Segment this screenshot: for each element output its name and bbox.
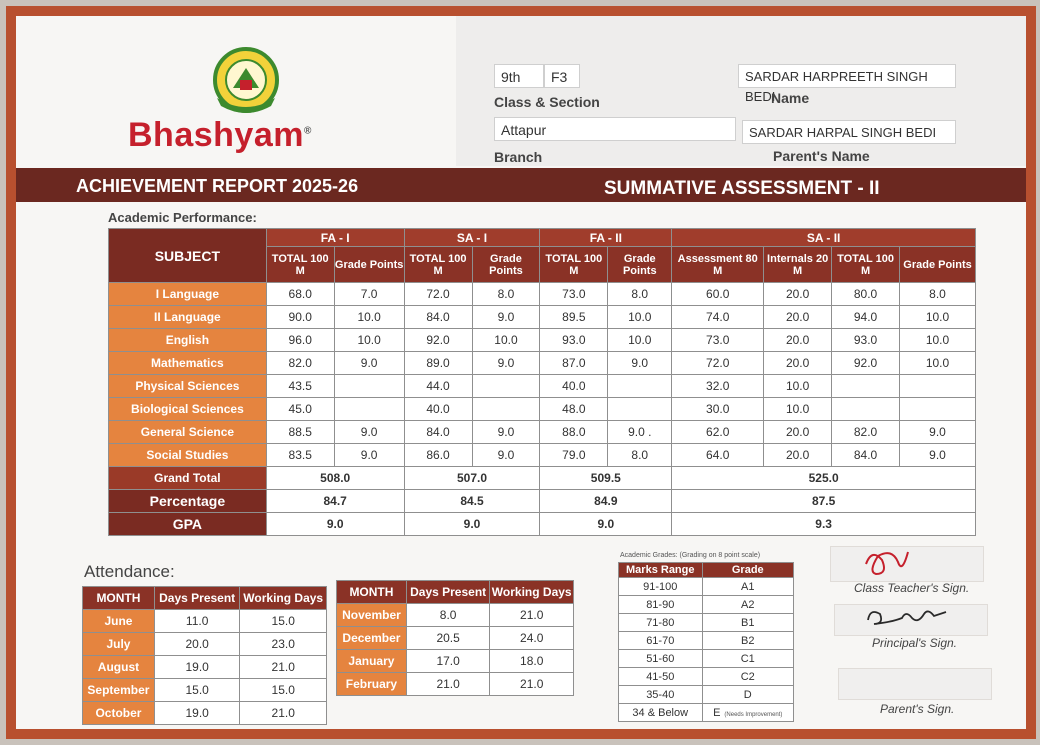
score-cell xyxy=(334,375,404,398)
score-cell: 10.0 xyxy=(334,329,404,352)
score-cell: 9.0 xyxy=(334,352,404,375)
score-cell: 88.5 xyxy=(266,421,334,444)
percentage-value: 84.9 xyxy=(540,490,672,513)
table-row xyxy=(109,329,976,352)
attendance-row xyxy=(337,650,574,673)
subject-name: Physical Sciences xyxy=(109,375,267,398)
grand-total-label: Grand Total xyxy=(109,467,267,490)
parent-sign-box xyxy=(838,668,992,700)
gpa-label: GPA xyxy=(109,513,267,536)
score-cell: 7.0 xyxy=(334,283,404,306)
gpa-value: 9.0 xyxy=(540,513,672,536)
student-name-field: SARDAR HARPREETH SINGH BEDI xyxy=(738,64,956,88)
grand-total-value: 509.5 xyxy=(540,467,672,490)
parent-name-field: SARDAR HARPAL SINGH BEDI xyxy=(742,120,956,144)
grade-value-cell xyxy=(702,650,793,668)
grade-value-cell xyxy=(702,686,793,704)
score-cell: 60.0 xyxy=(672,283,764,306)
attendance-month: July xyxy=(83,633,155,656)
score-cell: 79.0 xyxy=(540,444,608,467)
grade-header: Grade xyxy=(702,563,793,578)
score-cell xyxy=(472,398,540,421)
score-cell xyxy=(334,398,404,421)
grand-total-value: 525.0 xyxy=(672,467,976,490)
parent-sign-label: Parent's Sign. xyxy=(880,702,955,716)
subject-name: Biological Sciences xyxy=(109,398,267,421)
score-cell: 96.0 xyxy=(266,329,334,352)
header xyxy=(16,16,1026,166)
attendance-rows-right xyxy=(337,604,574,696)
working-days-value: 24.0 xyxy=(490,627,574,650)
score-cell: 10.0 xyxy=(764,398,832,421)
grade-letter: C2 xyxy=(740,670,755,683)
attendance-table-left xyxy=(82,586,327,725)
grade-value-cell xyxy=(702,632,793,650)
days-present-header: Days Present xyxy=(154,587,240,610)
month-header: MONTH xyxy=(337,581,407,604)
table-row xyxy=(109,375,976,398)
report-card-frame xyxy=(6,6,1036,739)
marks-range: 41-50 xyxy=(619,668,703,686)
score-cell: 20.0 xyxy=(764,352,832,375)
table-row xyxy=(109,444,976,467)
grade-row xyxy=(619,686,794,704)
attendance-row xyxy=(83,679,327,702)
column-header: TOTAL 100 M xyxy=(540,247,608,283)
subject-name: General Science xyxy=(109,421,267,444)
score-cell: 9.0 xyxy=(334,421,404,444)
column-header: Grade Points xyxy=(608,247,672,283)
percentage-value: 84.5 xyxy=(404,490,540,513)
grade-letter: B1 xyxy=(741,616,755,629)
subject-name: I Language xyxy=(109,283,267,306)
percentage-value: 84.7 xyxy=(266,490,404,513)
table-row xyxy=(109,398,976,421)
score-cell: 87.0 xyxy=(540,352,608,375)
grade-letter: C1 xyxy=(740,652,755,665)
principal-signature-icon xyxy=(862,602,952,634)
score-cell: 20.0 xyxy=(764,283,832,306)
attendance-rows-left xyxy=(83,610,327,725)
subject-name: Social Studies xyxy=(109,444,267,467)
column-header: Grade Points xyxy=(472,247,540,283)
branch-label: Branch xyxy=(494,149,543,165)
grade-note: (Needs Improvement) xyxy=(724,711,783,718)
school-logo-icon xyxy=(211,46,281,116)
group-header: SA - I xyxy=(404,229,540,247)
score-cell xyxy=(608,398,672,421)
score-cell: 9.0 xyxy=(472,444,540,467)
grade-row xyxy=(619,632,794,650)
score-cell: 86.0 xyxy=(404,444,472,467)
score-cell: 64.0 xyxy=(672,444,764,467)
score-cell: 48.0 xyxy=(540,398,608,421)
grade-value-cell xyxy=(702,704,793,722)
grade-letter: D xyxy=(743,688,752,701)
score-cell: 73.0 xyxy=(540,283,608,306)
score-cell: 10.0 xyxy=(900,306,976,329)
score-cell: 9.0 xyxy=(472,306,540,329)
score-cell: 20.0 xyxy=(764,306,832,329)
column-header: Internals 20 M xyxy=(764,247,832,283)
class-teacher-sign-label: Class Teacher's Sign. xyxy=(854,581,970,595)
attendance-table-right xyxy=(336,580,574,696)
working-days-value: 23.0 xyxy=(240,633,327,656)
attendance-row xyxy=(337,627,574,650)
marks-range: 34 & Below xyxy=(619,704,703,722)
working-days-header: Working Days xyxy=(240,587,327,610)
marks-range: 81-90 xyxy=(619,596,703,614)
score-cell: 83.5 xyxy=(266,444,334,467)
score-cell: 84.0 xyxy=(404,306,472,329)
gpa-value: 9.0 xyxy=(404,513,540,536)
marks-range: 35-40 xyxy=(619,686,703,704)
score-cell: 10.0 xyxy=(900,329,976,352)
grade-row xyxy=(619,704,794,722)
score-cell xyxy=(900,375,976,398)
grade-letter: B2 xyxy=(741,634,755,647)
score-cell: 88.0 xyxy=(540,421,608,444)
class-field: 9th xyxy=(494,64,544,88)
brand-name: Bhashyam® xyxy=(128,116,312,154)
score-cell: 92.0 xyxy=(404,329,472,352)
score-cell: 68.0 xyxy=(266,283,334,306)
score-cell: 93.0 xyxy=(540,329,608,352)
column-header: Grade Points xyxy=(334,247,404,283)
grade-row xyxy=(619,596,794,614)
score-cell: 9.0 . xyxy=(608,421,672,444)
score-cell: 10.0 xyxy=(900,352,976,375)
score-cell: 20.0 xyxy=(764,329,832,352)
section-field: F3 xyxy=(544,64,580,88)
score-cell: 9.0 xyxy=(334,444,404,467)
score-cell xyxy=(832,398,900,421)
score-cell xyxy=(832,375,900,398)
attendance-month: January xyxy=(337,650,407,673)
score-cell: 84.0 xyxy=(832,444,900,467)
score-cell: 82.0 xyxy=(832,421,900,444)
marks-range: 61-70 xyxy=(619,632,703,650)
attendance-month: December xyxy=(337,627,407,650)
grade-row xyxy=(619,578,794,596)
score-cell: 89.5 xyxy=(540,306,608,329)
class-teacher-signature-icon xyxy=(858,544,918,584)
score-cell: 92.0 xyxy=(832,352,900,375)
column-header: Assessment 80 M xyxy=(672,247,764,283)
score-cell xyxy=(608,375,672,398)
score-cell: 9.0 xyxy=(472,352,540,375)
grade-letter: E xyxy=(713,706,721,719)
days-present-value: 17.0 xyxy=(406,650,490,673)
score-cell: 8.0 xyxy=(900,283,976,306)
assessment-title: SUMMATIVE ASSESSMENT - II xyxy=(604,178,880,199)
group-header: FA - I xyxy=(266,229,404,247)
score-cell: 94.0 xyxy=(832,306,900,329)
academic-performance-label: Academic Performance: xyxy=(108,210,257,225)
attendance-row xyxy=(83,702,327,725)
working-days-value: 21.0 xyxy=(490,673,574,696)
score-cell: 20.0 xyxy=(764,421,832,444)
score-cell xyxy=(900,398,976,421)
gpa-value: 9.3 xyxy=(672,513,976,536)
score-cell: 43.5 xyxy=(266,375,334,398)
score-cell: 9.0 xyxy=(900,421,976,444)
score-cell: 93.0 xyxy=(832,329,900,352)
attendance-month: September xyxy=(83,679,155,702)
score-cell: 44.0 xyxy=(404,375,472,398)
subject-name: II Language xyxy=(109,306,267,329)
attendance-month: February xyxy=(337,673,407,696)
column-header: TOTAL 100 M xyxy=(404,247,472,283)
score-cell: 10.0 xyxy=(764,375,832,398)
percentage-value: 87.5 xyxy=(672,490,976,513)
score-cell: 8.0 xyxy=(472,283,540,306)
days-present-value: 20.0 xyxy=(154,633,240,656)
principal-sign-label: Principal's Sign. xyxy=(872,636,957,650)
score-cell: 62.0 xyxy=(672,421,764,444)
attendance-row xyxy=(337,673,574,696)
score-cell xyxy=(472,375,540,398)
name-label: Name xyxy=(771,90,810,106)
marks-range: 91-100 xyxy=(619,578,703,596)
score-cell: 9.0 xyxy=(900,444,976,467)
score-cell: 32.0 xyxy=(672,375,764,398)
attendance-month: August xyxy=(83,656,155,679)
score-cell: 20.0 xyxy=(764,444,832,467)
days-present-value: 15.0 xyxy=(154,679,240,702)
score-cell: 9.0 xyxy=(472,421,540,444)
score-cell: 73.0 xyxy=(672,329,764,352)
score-cell: 8.0 xyxy=(608,283,672,306)
grade-value-cell xyxy=(702,596,793,614)
working-days-value: 15.0 xyxy=(240,610,327,633)
score-cell: 72.0 xyxy=(404,283,472,306)
score-cell: 10.0 xyxy=(334,306,404,329)
days-present-value: 19.0 xyxy=(154,656,240,679)
branch-field: Attapur xyxy=(494,117,736,141)
performance-rows xyxy=(109,283,976,467)
grade-letter: A2 xyxy=(741,598,755,611)
grade-value-cell xyxy=(702,578,793,596)
score-cell: 10.0 xyxy=(608,306,672,329)
attendance-month: October xyxy=(83,702,155,725)
grade-row xyxy=(619,650,794,668)
table-row xyxy=(109,283,976,306)
attendance-month: June xyxy=(83,610,155,633)
score-cell: 80.0 xyxy=(832,283,900,306)
working-days-value: 15.0 xyxy=(240,679,327,702)
score-cell: 9.0 xyxy=(608,352,672,375)
score-cell: 84.0 xyxy=(404,421,472,444)
working-days-value: 21.0 xyxy=(490,604,574,627)
score-cell: 82.0 xyxy=(266,352,334,375)
parent-name-label: Parent's Name xyxy=(773,148,870,164)
grand-total-value: 508.0 xyxy=(266,467,404,490)
attendance-row xyxy=(83,610,327,633)
month-header: MONTH xyxy=(83,587,155,610)
grade-value-cell xyxy=(702,614,793,632)
table-row xyxy=(109,421,976,444)
days-present-value: 20.5 xyxy=(406,627,490,650)
grand-total-value: 507.0 xyxy=(404,467,540,490)
days-present-header: Days Present xyxy=(406,581,490,604)
attendance-month: November xyxy=(337,604,407,627)
grade-value-cell xyxy=(702,668,793,686)
attendance-row xyxy=(337,604,574,627)
class-section-label: Class & Section xyxy=(494,94,600,110)
marks-range: 51-60 xyxy=(619,650,703,668)
grade-row xyxy=(619,614,794,632)
grade-letter: A1 xyxy=(741,580,755,593)
grades-title: Academic Grades: (Grading on 8 point scale) xyxy=(620,552,761,559)
days-present-value: 8.0 xyxy=(406,604,490,627)
gpa-value: 9.0 xyxy=(266,513,404,536)
report-card xyxy=(16,16,1026,729)
percentage-label: Percentage xyxy=(109,490,267,513)
academic-performance-table xyxy=(108,228,976,536)
days-present-value: 19.0 xyxy=(154,702,240,725)
subject-name: English xyxy=(109,329,267,352)
days-present-value: 11.0 xyxy=(154,610,240,633)
score-cell: 74.0 xyxy=(672,306,764,329)
working-days-header: Working Days xyxy=(490,581,574,604)
group-header: SA - II xyxy=(672,229,976,247)
table-row xyxy=(109,306,976,329)
grade-rows xyxy=(619,578,794,722)
table-row xyxy=(109,352,976,375)
score-cell: 10.0 xyxy=(472,329,540,352)
score-cell: 72.0 xyxy=(672,352,764,375)
column-header: TOTAL 100 M xyxy=(266,247,334,283)
marks-range-header: Marks Range xyxy=(619,563,703,578)
score-cell: 89.0 xyxy=(404,352,472,375)
group-header: FA - II xyxy=(540,229,672,247)
score-cell: 10.0 xyxy=(608,329,672,352)
working-days-value: 21.0 xyxy=(240,702,327,725)
score-cell: 40.0 xyxy=(540,375,608,398)
report-title: ACHIEVEMENT REPORT 2025-26 xyxy=(76,176,359,196)
working-days-value: 21.0 xyxy=(240,656,327,679)
attendance-row xyxy=(83,656,327,679)
score-cell: 30.0 xyxy=(672,398,764,421)
days-present-value: 21.0 xyxy=(406,673,490,696)
score-cell: 8.0 xyxy=(608,444,672,467)
attendance-label: Attendance: xyxy=(84,562,175,581)
grades-table xyxy=(618,562,794,722)
score-cell: 40.0 xyxy=(404,398,472,421)
attendance-row xyxy=(83,633,327,656)
score-cell: 90.0 xyxy=(266,306,334,329)
score-cell: 45.0 xyxy=(266,398,334,421)
column-header: TOTAL 100 M xyxy=(832,247,900,283)
grade-row xyxy=(619,668,794,686)
subject-name: Mathematics xyxy=(109,352,267,375)
column-header: Grade Points xyxy=(900,247,976,283)
marks-range: 71-80 xyxy=(619,614,703,632)
subject-header: SUBJECT xyxy=(109,229,267,283)
working-days-value: 18.0 xyxy=(490,650,574,673)
